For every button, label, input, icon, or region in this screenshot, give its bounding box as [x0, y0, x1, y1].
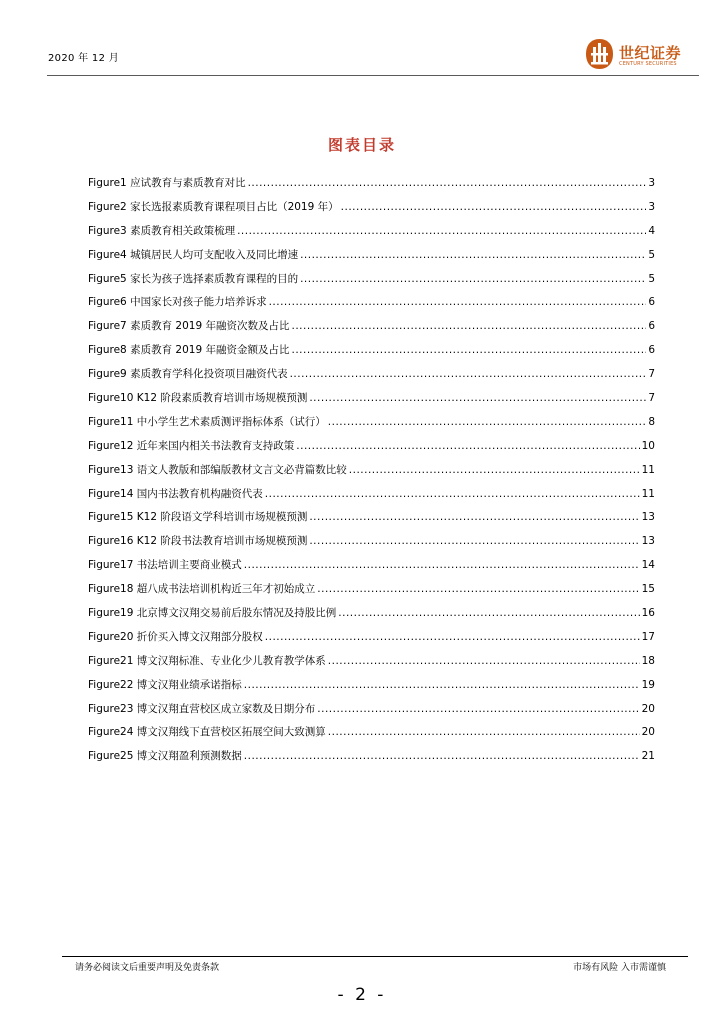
- toc-leader-dots: [269, 295, 647, 309]
- toc-entry-page[interactable]: 20: [641, 702, 655, 715]
- toc-entry-page[interactable]: 10: [641, 439, 655, 452]
- toc-entry-label[interactable]: Figure21 博文汉翔标准、专业化少儿教育教学体系: [88, 654, 326, 667]
- toc-entry-label[interactable]: Figure10 K12 阶段素质教育培训市场规模预测: [88, 392, 308, 405]
- toc-entry-label[interactable]: Figure8 素质教育 2019 年融资金额及占比: [88, 344, 290, 357]
- toc-entry[interactable]: [88, 463, 655, 487]
- toc-entry-page[interactable]: 5: [648, 248, 655, 261]
- toc-leader-dots: [296, 439, 639, 453]
- century-securities-logo-icon: [585, 38, 614, 70]
- toc-entry[interactable]: [88, 678, 655, 702]
- toc-entry-label[interactable]: Figure1 应试教育与素质教育对比: [88, 177, 246, 189]
- toc-entry[interactable]: [88, 558, 655, 582]
- toc-entry-page[interactable]: 20: [641, 726, 655, 739]
- toc-entry[interactable]: [88, 248, 655, 272]
- toc-entry-label[interactable]: Figure16 K12 阶段书法教育培训市场规模预测: [88, 535, 308, 548]
- toc-entry-page[interactable]: 6: [648, 320, 655, 333]
- toc-leader-dots: [328, 415, 647, 429]
- toc-entry-label[interactable]: Figure12 近年来国内相关书法教育支持政策: [88, 439, 295, 452]
- toc-entry-label[interactable]: Figure22 博文汉翔业绩承诺指标: [88, 678, 242, 691]
- toc-entry-page[interactable]: 6: [648, 344, 655, 357]
- toc-entry-label[interactable]: Figure6 中国家长对孩子能力培养诉求: [88, 296, 267, 309]
- toc-entry[interactable]: [88, 630, 655, 654]
- toc-leader-dots: [244, 678, 640, 692]
- toc-entry[interactable]: [88, 582, 655, 606]
- toc-leader-dots: [244, 749, 640, 763]
- toc-entry-label[interactable]: Figure5 家长为孩子选择素质教育课程的目的: [88, 272, 299, 285]
- toc-entry-label[interactable]: Figure17 书法培训主要商业模式: [88, 559, 242, 572]
- toc-entry[interactable]: [88, 319, 655, 343]
- toc-entry-page[interactable]: 4: [648, 224, 655, 237]
- toc-leader-dots: [349, 463, 640, 477]
- toc-entry-page[interactable]: 14: [641, 559, 655, 572]
- toc-leader-dots: [309, 534, 639, 548]
- toc-entry-page[interactable]: 5: [648, 272, 655, 285]
- logo-english-text: CENTURY SECURITIES: [619, 61, 677, 67]
- footer-disclaimer: 请务必阅读文后重要声明及免责条款: [75, 963, 220, 973]
- toc-entry-label[interactable]: Figure2 家长选报素质教育课程项目占比（2019 年）: [88, 200, 339, 213]
- toc-entry-page[interactable]: 6: [648, 296, 655, 309]
- toc-entry-page[interactable]: 7: [648, 392, 655, 405]
- figure-list: [88, 176, 655, 773]
- toc-entry-page[interactable]: 3: [648, 200, 655, 213]
- toc-entry-label[interactable]: Figure23 博文汉翔直营校区成立家数及日期分布: [88, 702, 316, 715]
- toc-entry[interactable]: [88, 487, 655, 511]
- toc-entry[interactable]: [88, 176, 655, 200]
- toc-entry[interactable]: [88, 510, 655, 534]
- toc-entry-page[interactable]: 8: [648, 415, 655, 428]
- toc-entry-page[interactable]: 7: [648, 368, 655, 381]
- toc-leader-dots: [338, 606, 639, 620]
- header-divider: [47, 75, 699, 76]
- toc-entry-page[interactable]: 3: [648, 177, 655, 189]
- toc-entry-page[interactable]: 11: [641, 463, 655, 476]
- toc-entry[interactable]: [88, 749, 655, 773]
- toc-entry-label[interactable]: Figure19 北京博文汉翔交易前后股东情况及持股比例: [88, 607, 337, 620]
- toc-entry[interactable]: [88, 343, 655, 367]
- toc-entry[interactable]: [88, 725, 655, 749]
- toc-entry[interactable]: [88, 606, 655, 630]
- toc-leader-dots: [248, 176, 647, 190]
- toc-leader-dots: [328, 725, 640, 739]
- footer-divider: [62, 956, 688, 957]
- toc-entry-page[interactable]: 11: [641, 487, 655, 500]
- toc-entry-label[interactable]: Figure7 素质教育 2019 年融资次数及占比: [88, 320, 290, 333]
- toc-entry[interactable]: [88, 702, 655, 726]
- toc-leader-dots: [291, 319, 646, 333]
- toc-leader-dots: [317, 702, 639, 716]
- toc-entry-page[interactable]: 15: [641, 583, 655, 596]
- toc-entry[interactable]: [88, 272, 655, 296]
- toc-entry-page[interactable]: 13: [641, 511, 655, 524]
- toc-leader-dots: [244, 558, 640, 572]
- toc-entry-label[interactable]: Figure20 折价买入博文汉翔部分股权: [88, 630, 263, 643]
- toc-entry-page[interactable]: 21: [641, 750, 655, 763]
- logo-chinese-text: 世纪证券: [619, 44, 682, 62]
- toc-entry-label[interactable]: Figure14 国内书法教育机构融资代表: [88, 487, 263, 500]
- toc-entry-label[interactable]: Figure11 中小学生艺术素质测评指标体系（试行）: [88, 415, 326, 428]
- page-number: - 2 -: [337, 985, 387, 1005]
- toc-entry-label[interactable]: Figure25 博文汉翔盈利预测数据: [88, 750, 242, 763]
- toc-leader-dots: [237, 224, 646, 238]
- toc-leader-dots: [300, 248, 646, 262]
- toc-entry[interactable]: [88, 200, 655, 224]
- footer-risk-warning: 市场有风险 入市需谨慎: [573, 963, 666, 973]
- toc-leader-dots: [265, 487, 640, 501]
- toc-entry-label[interactable]: Figure24 博文汉翔线下直营校区拓展空间大致测算: [88, 726, 326, 739]
- toc-entry[interactable]: [88, 391, 655, 415]
- toc-leader-dots: [309, 391, 646, 405]
- toc-leader-dots: [309, 510, 639, 524]
- toc-entry[interactable]: [88, 654, 655, 678]
- company-logo: [585, 38, 689, 72]
- toc-entry-label[interactable]: Figure4 城镇居民人均可支配收入及同比增速: [88, 248, 299, 261]
- toc-entry-page[interactable]: 19: [641, 678, 655, 691]
- toc-leader-dots: [300, 272, 646, 286]
- toc-entry-page[interactable]: 16: [641, 607, 655, 620]
- toc-leader-dots: [291, 343, 646, 357]
- toc-leader-dots: [290, 367, 647, 381]
- toc-leader-dots: [317, 582, 639, 596]
- toc-leader-dots: [341, 200, 647, 214]
- toc-leader-dots: [328, 654, 640, 668]
- toc-entry-page[interactable]: 17: [641, 630, 655, 643]
- toc-leader-dots: [265, 630, 640, 644]
- toc-entry-label[interactable]: Figure9 素质教育学科化投资项目融资代表: [88, 368, 288, 381]
- toc-entry-label[interactable]: Figure15 K12 阶段语文学科培训市场规模预测: [88, 511, 308, 524]
- toc-entry-label[interactable]: Figure13 语文人教版和部编版教材文言文必背篇数比较: [88, 463, 347, 476]
- header-date: 2020 年 12 月: [48, 53, 120, 64]
- toc-entry-page[interactable]: 13: [641, 535, 655, 548]
- toc-entry[interactable]: [88, 295, 655, 319]
- toc-title: 图表目录: [327, 136, 396, 154]
- toc-entry-label[interactable]: Figure3 素质教育相关政策梳理: [88, 224, 236, 237]
- toc-entry-page[interactable]: 18: [641, 654, 655, 667]
- toc-entry-label[interactable]: Figure18 超八成书法培训机构近三年才初始成立: [88, 583, 316, 596]
- toc-entry[interactable]: [88, 415, 655, 439]
- toc-entry[interactable]: [88, 439, 655, 463]
- toc-entry[interactable]: [88, 534, 655, 558]
- toc-entry[interactable]: [88, 224, 655, 248]
- toc-entry[interactable]: [88, 367, 655, 391]
